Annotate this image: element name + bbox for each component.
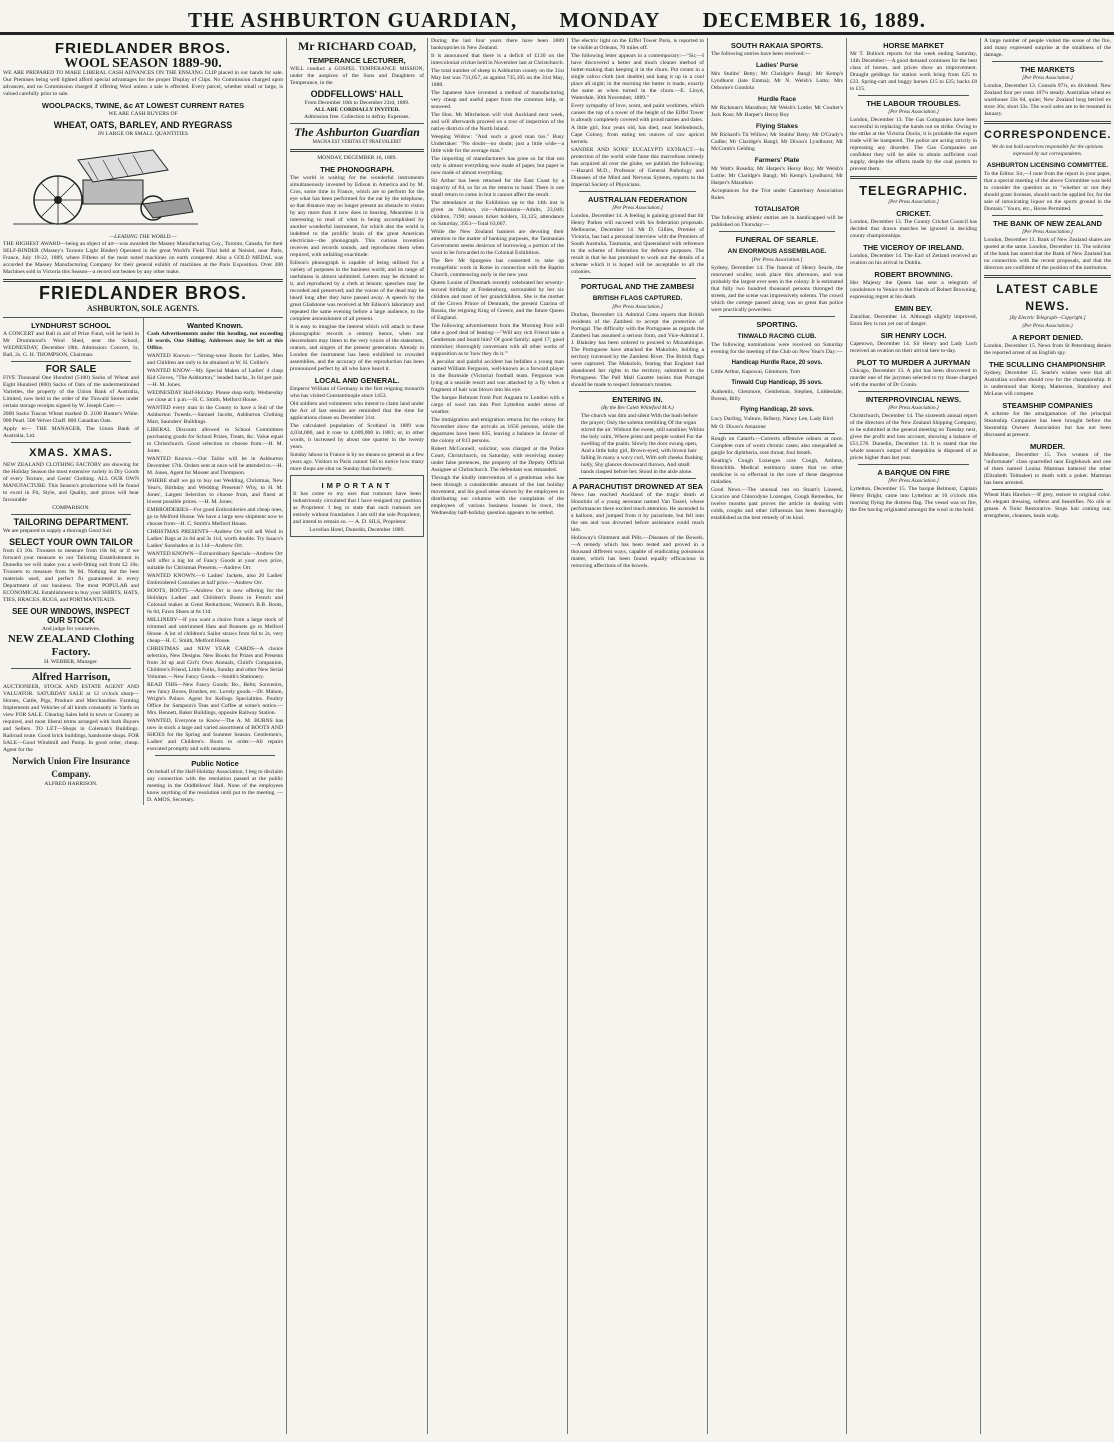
ad-subheading: WOOL SEASON 1889-90. xyxy=(64,56,222,71)
column-3 xyxy=(427,38,567,1434)
classified: WANTED Known.—Our Tailor will be in Ashburton December 17th. Orders sent at once will be attended to.—H. M. Jones, Agent for Mosser and Thompson. xyxy=(147,456,283,476)
credit-line: [Per Press Association.] xyxy=(1022,229,1073,235)
news-item: Capetown, December 14. Sir Henry and Lady Loch received an ovation on their arrival here to-day. xyxy=(850,341,977,354)
section-heading: HORSE MARKET xyxy=(883,41,944,50)
news-item: It is announced that there is a deficit of £130 on the intercolonial cricket held in November last at Christchurch. xyxy=(431,53,564,66)
right-subcolumn xyxy=(143,318,283,805)
news-item: The barque Belmont from Port Augusta to London with a cargo of wool ran into Port Lyttelton under stress of weather. xyxy=(431,395,564,415)
news-heading: THE SCULLING CHAMPIONSHIP. xyxy=(989,360,1106,369)
proprietor-notice xyxy=(290,475,424,537)
news-item: The following nominations were received on Saturday evening for the meeting of the Club on New Year's Day:— xyxy=(711,342,843,355)
credit-line: [Per Press Association.] xyxy=(612,304,663,310)
news-item: Melbourne, December 15. Two women of the "unfortunate" class quarrelled near Englehawk and one of them named Louisa Mattman battered the other (Elizabeth Tolmalee) to death with a poker. Mattman has been arrested. xyxy=(984,452,1111,486)
notice-text: Lovelian Hotel, Dunedin, December 1889. xyxy=(309,527,405,533)
section-heading: THE LABOUR TROUBLES. xyxy=(866,99,961,108)
news-item: Through the kindly intervention of a gentleman who has been through a considerable amount of the last holiday movement, and his good sense shown by the employees in distributing our columns with the complaints of the employees of various business houses in town, the Wednesday half-holiday question appears to be settled. xyxy=(431,475,564,516)
news-item: Lyttelton, December 15. The barque Belmont, Captain Henry Bright, came into Lyttelton at 10 o'clock this morning flying the distress flag. The vessel was on fire, the fire having originated amongst the wool in the hold. xyxy=(850,486,977,513)
notice-heading: Norwich Union Fire Insurance Company. xyxy=(12,756,130,779)
classifieds-split xyxy=(3,318,283,805)
paper-title: The Ashburton Guardian xyxy=(294,125,420,139)
news-item: London, December 13. The Gas Companies have been successful in replacing the hands out on strike. Owing to the strike at the Victoria Docks, it is probable the export trade will be hampered. The police are acting strictly in repressing any disorder. The Gas Companies are confident they will be able to obtain sufficient coal supply, despite the efforts made by the coal porters to prevent them. xyxy=(850,117,977,172)
news-item: Durban, December 14. Admiral Cotta reports that British residents of the Zambesi to accept the protection of Portugal. The difficulty with the Portuguese as regards the Zambesi has assumed a serious form, and Vice-Admiral J. J. Blaksley has been ordered to proceed to Mozambique. The Portuguese have attacked the Makololo, holding a territory traversed by the Zambesi River. The British flags were captured. The Makololo, fearing that England had abandoned her rights to the territory, submitted to the Portuguese. The Pall Mall Gazette insists that Portugal should be made to respect Johnston's treaties. xyxy=(571,312,704,388)
ad-text: THE HIGHEST AWARD—being an object of art—was awarded the Massey Manufacturing Coy., Toronto, Canada, for their SELF-BINDER (Massey's Toronto Light Binder) Operated in the great World's Field Trial held at Noisiel, near Paris, France, July 19-22, 1889, where Fifteen of the most noted machines on earth competed. Also a GOLD MEDAL was accorded the Massey Manufacturing Company for their general exhibit of machines at the Paris Exposition. Over 200 Machines sold in Victoria this Season—a record not beaten by any other make. xyxy=(3,241,283,275)
column-7 xyxy=(980,38,1114,1434)
column-4 xyxy=(567,38,707,1434)
section-heading: A BARQUE ON FIRE xyxy=(877,468,950,477)
classified: WANTED KNOWN.—6 Ladies' Jackets, also 20 Ladies' Embroidered Costumes at half price.—Andrew Orr. xyxy=(147,573,283,586)
paper-motto: MAGNA EST VERITAS ET PRAEVALEBIT xyxy=(312,140,402,145)
news-item: Emperor William of Germany is the first reigning monarch who has visited Constantinople since 1453. xyxy=(290,386,424,399)
reaper-binder-illustration xyxy=(3,140,203,228)
news-item: Zanzibar, December 14. Although slightly improved, Emin Bey is not yet out of danger. xyxy=(850,314,977,327)
news-heading: SIR HENRY LOCH. xyxy=(880,331,947,340)
notice-heading: TAILORING DEPARTMENT. xyxy=(13,517,129,527)
notice-heading: TEMPERANCE LECTURER, xyxy=(308,56,406,65)
race-entries: Mrs Stubbs' Betty; Mr Claridge's Bangl; Mr Kemp's Lyndhurst (late Emma); Mr N. Welsh's Lotto; Mrs Osborne's Gondola xyxy=(711,71,843,91)
notice-text: WILL conduct a GOSPEL TEMPERANCE MISSION, under the auspices of the Sons and Daughters of Temperance, in the xyxy=(290,66,424,86)
section-heading: LOCAL AND GENERAL. xyxy=(314,376,400,385)
notice-text: 2000 Sacks Tuscan Wheat marked D. 2100 Hunter's White. 900 Pearl. 500 Velvet Chaff. 800 Canadian Oats. xyxy=(3,411,139,424)
classified: WANTED Known.—"Strong-wear Boots for Ladies, Men and Children are only to be obtained at W. H. Collier's xyxy=(147,353,283,366)
notice-text: And judge for yourselves. xyxy=(41,626,101,632)
news-heading: A REPORT DENIED. xyxy=(1012,333,1083,342)
news-item: Rough on Catarrh.—Corrects offensive odours at once. Complete cure of worst chronic cases; also unequalled as gargle for diphtheria, sore throat, foul breath. xyxy=(711,436,843,456)
ad-heading: WOOLPACKS, TWINE, &c AT LOWEST CURRENT RATES xyxy=(41,101,245,110)
news-heading: MURDER. xyxy=(1030,442,1065,451)
credit-line: [Per Press Association.] xyxy=(612,205,663,211)
notice-heading: LYNDHURST SCHOOL xyxy=(31,321,111,330)
notice-text: It has come to my ears that rumours have been industriously circulated that I have resigned my position as Proprietor. I beg to state that such rumours are entirely without foundation. I am still the sole Proprietor, and intend to remain so. — A. D. SILS, Proprietor. xyxy=(293,491,421,525)
news-item: The calculated population of Scotland in 1889 was 4,034,000, and it rose to 4,009,000 in 1881; or, in other words, it increased by about one quarter in the twenty years. xyxy=(290,423,424,450)
section-subheading: BRITISH FLAGS CAPTURED. xyxy=(592,295,683,302)
credit-line: [Per Press Association.] xyxy=(888,405,939,411)
notice-text: ALFRED HARRISON. xyxy=(44,781,98,787)
notice-text: Cash Advertisements under this heading, not exceeding 16 words, One Shilling. Addresses may be left at this Office. xyxy=(147,331,283,351)
news-item: Holloway's Ointment and Pills.—Diseases of the Bowels.—A remedy which has been tested and proved in a thousand different ways, capable of eradicating poisonous matter, which has been found equally efficacious in removing affections of the bowels. xyxy=(571,535,704,569)
credit-line: [Per Press Association.] xyxy=(1022,75,1073,81)
race-heading: Farmers' Plate xyxy=(754,157,800,164)
classified: CHRISTMAS PRESENTS—Andrew Orr will sell Wool in Ladies' Bags at 2s 6d and 3s 11d, worth double. Try Isaacs's Ladies' Sunshades at 1s 11d—Andrew Orr. xyxy=(147,529,283,549)
credit-line: [Per Press Association.] xyxy=(751,257,803,263)
notice-heading: Alfred Harrison, xyxy=(31,671,111,683)
news-item: The electric light on the Eiffel Tower Paris, is reported to be visible at Orleans, 70 miles off. xyxy=(571,38,704,51)
news-item: Old soldiers and volunteers who intend to claim land under the Act of last session are reminded that the time for applications closes on December 31st. xyxy=(290,401,424,421)
notice-text: Apply to— THE MANAGER, The Union Bank of Australia, Ltd. xyxy=(3,426,139,439)
news-heading: THE VICEROY OF IRELAND. xyxy=(863,243,964,252)
editorial-heading: THE PHONOGRAPH. xyxy=(320,165,394,174)
notice-text: A CONCERT and Ball in aid of Prize Fund, will be held in Mr Drummond's Wool Shed, near the School, WEDNESDAY, December 18th. Admission: Concert, 1s; Ball, 2s. G. H. THOMPSON, Chairman. xyxy=(3,331,139,358)
illustration-caption: —LEADING THE WORLD.— xyxy=(109,234,177,240)
section-heading: FUNERAL OF SEARLE. xyxy=(735,235,819,244)
race-heading: Handicap Hurdle Race, 20 sovs. xyxy=(731,360,823,366)
race-heading: Flying Stakes xyxy=(756,123,798,130)
news-item: Mr T. Bullock reports for the week ending Saturday, 14th December:—A good demand continues for the best class of horses, and prices show an improvement. Draught geldings for station work bring from £25 to £33. Spring-cart and buggy horses £15 to £25; hacks £8 to £15. xyxy=(850,51,977,92)
notice-text: From December 18th to December 23rd, 1889. xyxy=(304,100,410,106)
notice-heading: FOR SALE xyxy=(45,364,97,375)
race-entries: Lucy Darling, Vulture, Bribery, Nancy Lee, Lady Bird xyxy=(711,416,833,422)
column-6 xyxy=(846,38,980,1434)
news-item: The Japanese have invented a method of manufacturing very cheap and useful paper from the common kelp, or seaweed. xyxy=(431,90,564,110)
news-item: Chicago, December 13. A plot has been discovered to murder one of the jurymen selected to try those charged with the murder of Dr Cronin. xyxy=(850,368,977,388)
section-subheading: AN ENORMOUS ASSEMBLAGE. xyxy=(727,248,827,255)
news-item: A large number of people visited the scene of the fire, and many expressed surprise at the smallness of the damage. xyxy=(984,38,1111,58)
coad-notice xyxy=(290,38,424,124)
section-heading: INTERPROVINCIAL NEWS. xyxy=(865,395,962,404)
classified: BOOTS, BOOTS.—Andrew Orr is now offering for the Holidays Ladies' and Children's Boots in French and Colonial makes at Great Reductions; Women's B.B. Boots, 6s 6d, Fawn Shoes at 6s 11d. xyxy=(147,588,283,615)
credit-line: (Per Press Association.) xyxy=(1022,323,1073,329)
news-heading: ROBERT BROWNING. xyxy=(874,270,953,279)
notice-text: FIVE Thousand One Hundred (5100) Sacks of Wheat and Eight Hundred (800) Sacks of Oats of the undermentioned Varieties, the property of the Union Bank of Australia, Limited, now held to the order of the Tinwald Stores under certain storage receipts signed by W. Joseph Cure:— xyxy=(3,375,139,409)
classified: WHERE shall we go to buy our Wedding, Christmas, New Year's, Birthday and Wedding Presents? Why, to H. M. Jones', Largest Selection to choose from, and finest at lowest possible prices. —H. M. Jones. xyxy=(147,478,283,505)
news-item: The Hon. Mr Mitchelson will visit Auckland next week, and will afterwards proceed on a tour of inspection of the native districts of the North Island. xyxy=(431,112,564,132)
editorial-text: Edison's phonograph is capable of being utilised for a variety of purposes in the business world, and its range of usefulness is almost unlimited. Letters may be dictated to it, and reproduced by a clerk at leisure; speeches may be recorded and preserved; and the voices of the dead may be heard long after they have passed away. A speech by the great Gladstone was received at Mr Edison's laboratory and repeated the same evening before a large audience, to the complete astonishment of all present. xyxy=(290,260,424,322)
race-entries: Mr Rickman's Marathon; Mr Welsh's Lottie; Mr Coulter's Jack Ross; Mr Harper's Heroy Boy xyxy=(711,105,843,118)
news-item: The following entries have been received:— xyxy=(711,51,811,57)
news-item: London, December 15. News from St Petersburg denies the reported arrest of an English spy. xyxy=(984,343,1111,356)
news-heading: PLOT TO MURDER A JURYMAN xyxy=(856,358,971,367)
news-item: London, December 13. The County Cricket Council has decided that drawn matches be ignored in deciding county championships. xyxy=(850,219,977,239)
credit-line: [Per Press Association.] xyxy=(888,109,939,115)
news-item: The following athletic entries are in handicapped will be published on Thursday:— xyxy=(711,215,843,228)
section-heading: ENTERING IN. xyxy=(612,395,663,404)
credit-line: We do not hold ourselves responsible for the opinions expressed by our correspondents. xyxy=(991,144,1104,157)
race-entries: Mr O. Dixon's Amazone xyxy=(711,424,766,430)
race-entries: Little Arthur, Kapowai, Glenmore, Tom xyxy=(711,369,800,375)
poem-text: The church was dim and silent With the hush before the prayer; Only the solemn trembling Of the organ stirred the air. Without the sweet, still sunshine; Within the holy calm, Where priest and people waited For the swelling of the psalm. Slowly the door swung open, And a little baby girl, Brown-eyed, with brown hair falling In many a wavy curl, With soft cheeks flushing hotly, Shy glances downward thrown, And small hands clasped before her, Stood in the aisle alone. xyxy=(581,413,705,475)
news-item: A little girl, four years old, has died, near Stellenbosch, Cape Colony, from eating ten ounces of raw apricot kernels. xyxy=(571,125,704,145)
notice-heading: IMPORTANT xyxy=(321,481,393,490)
section-heading: THE BANK OF NEW ZEALAND xyxy=(993,219,1102,228)
section-heading: CORRESPONDENCE. xyxy=(984,129,1112,141)
ad-heading: FRIEDLANDER BROS. xyxy=(38,283,247,303)
news-item: Sir Arthur has been returned for the East Coast by a majority of 84, so far as the returns to hand. There is one small return to come in but it cannot affect the result. xyxy=(431,178,564,198)
notice-heading: ODDFELLOWS' HALL xyxy=(310,89,404,99)
race-heading: Ladies' Purse xyxy=(755,62,798,69)
news-item: The following advertisement from the Morning Post will take a good deal of beating:—"Will any rich Friend take a Gentleman and board him? Of good family; aged 17; good mimicker; thoroughly conversant with all other works of supposition as to 'how they do it.'" xyxy=(431,323,564,357)
section-heading: SOUTH RAKAIA SPORTS. xyxy=(730,41,824,50)
news-item: Good News.—The unusual run on Stuart's Linseed, Licorice and Chlorodyne Lozenges, Cough Remedies, for twelve months past proves the article in dealing with colds, coughs and other influenzas has been thoroughly established as the best remedy of its kind. xyxy=(711,487,843,521)
news-item: London, December 14. The Earl of Zetland received an ovation on his arrival in Dublin. xyxy=(850,253,977,266)
news-item: Every sympathy of love, scent, and paint workmen, which causes the top of a tower of the height of the Eiffel Tower is already completely covered with proud names and dates. xyxy=(571,103,704,123)
section-heading: PORTUGAL AND THE ZAMBESI xyxy=(581,282,694,291)
race-heading: Hurdle Race xyxy=(758,96,796,103)
news-item: The attendance at the Exhibition up to the 14th inst is given as follows, viz—Admissions—Adults, 23,046; children, 7190; season ticket holders, 33,125; attendance on Saturday, 3951—Total 63,067. xyxy=(431,200,564,227)
notice-text: Admission free. Collection to defray Expenses. xyxy=(304,114,410,120)
section-subheading: ASHBURTON LICENSING COMMITTEE. xyxy=(986,162,1109,169)
news-heading: EMIN BEY. xyxy=(894,304,933,313)
column-1 xyxy=(0,38,286,1434)
notice-text: NEW ZEALAND CLOTHING FACTORY are showing for the Holiday Season the most extensive variety in Dry Goods of every Texture, and Gents' Clothing. ALL OUR OWN MANUFACTURE. This Season's productions will be found to excel in Fit, Style, and Quality, and prices will bear favourable xyxy=(3,462,139,503)
notice-heading: XMAS. XMAS. xyxy=(29,447,113,459)
news-item: Keating's Cough Lozenges cure Cough, Asthma, Bronchitis. Medical testimony states that no other medicine is so effectual in the cure of these dangerous maladies. xyxy=(711,458,843,485)
ad-heading: FRIEDLANDER BROS. xyxy=(54,40,232,57)
classified: READ THIS—New Fancy Goods; Bo., Belts; Souvenirs, new fancy Boxes, Brushes, etc. Lovely goods.—Dr. Mahon, Wright's Palace. Agent for Kellogs Specialities. Poultry Office for Sampson's Teas and Coffee at some's notice.—Mrs. Bennett, Baker Buildings, opposite Railway Station. xyxy=(147,682,283,716)
news-item: Robert McConnell, solicitor, was charged at the Police Court, Christchurch, on Saturday, with receiving money under false pretences, the property of the Deputy Official Assignee at Christchurch. The defendant was remanded. xyxy=(431,446,564,473)
section-subheading: TINWALD RACING CLUB. xyxy=(737,333,817,340)
classified: MILLINERY—If you want a choice from a large stock of trimmed and untrimmed Hats and Bonnets go to Melford House. A lot of children's Sailor straws from 6d to 2s, very cheap—H. C. Smith, Melford House. xyxy=(147,617,283,644)
race-entries: Mr Watt's Rosella; Mr Harper's Heroy Boy; Mr Welsh's Lottie; Mr Claridge's Bangl; Mr Kemp's Lyndhurst; Mr Harper's Marathon xyxy=(711,166,843,186)
news-item: During the last four years there have been 3889 bankruptcies in New Zealand. xyxy=(431,38,564,51)
news-item: Weeping Widow: "And such a good man too." Busy Undertaker: "No doubt—no doubt; just a little wide—a little wide for the average man." xyxy=(431,134,564,154)
notice-text: from £3 10s. Trousers to measure from 18s 6d; or if we forward your measure to our Tailoring Establishment in Dunedin we will make you a well-fitting suit from £2 10s; Trousers to measure from 9s 6d. Nothing but the best materials used, and perfect fit guaranteed in every Department of our business. The most POPULAR and ECONOMICAL Establishment to buy your SHIRTS, HATS, TIES, BRACES, RUGS, and PORTMANTEAUS. xyxy=(3,548,139,603)
letter-text: To the Editor. Sir,—I note from the report in your paper, that a special meeting of the above Committee was held to consider the question as to "whether or not they should grant licenses, should such be applied for, for the sale of intoxicating liquor on the sports ground in the Domain." Yours, etc., Horse Permitted. xyxy=(984,171,1111,212)
section-heading: SPORTING. xyxy=(756,320,798,329)
notice-text: H. WEBBER, Manager. xyxy=(44,659,98,665)
ad-text: IN LARGE OR SMALL QUANTITIES xyxy=(98,131,188,137)
news-item: A peculiar and painful accident has befallen a young man named William Ferguson, well-known as a forward player in the Burnside (Victoria) football team. Ferguson was lying at a seaside resort and was attacked by a fly when a fragment of hair was blown into his eye. xyxy=(431,359,564,393)
classified: EMBROIDERIES—For good Embroideries and cheap ones, go to Melford House. We have a large new shipment now to choose from—H. C. Smith's Melford House. xyxy=(147,507,283,527)
ad-heading: WHEAT, OATS, BARLEY, AND RYEGRASS xyxy=(53,120,233,130)
ad-text: WE ARE PREPARED TO MAKE LIBERAL CASH ADVANCES ON THE ENSUING CLIP placed in our hands for sale. Our Premises being well lighted afford special advantages for the proper Display of Clips. No Commission charged upon advances, and no Commission charged if offering Wool unless a sale is effected. Every parcel, whether small or large, is valued carefully prior to sale. xyxy=(3,70,283,97)
section-heading: THE MARKETS xyxy=(1020,65,1075,74)
section-heading: TELEGRAPHIC. xyxy=(859,183,968,198)
notice-text: COMPARISON. xyxy=(52,505,90,511)
race-heading: Tinwald Cup Handicap, 35 sovs. xyxy=(731,380,823,386)
masthead-title: THE ASHBURTON GUARDIAN, xyxy=(187,8,518,32)
classified: WEDNESDAY Half-Holiday. Please shop early. Wednesday we close at 1 p.m.—H. C. Smith, Melford House. xyxy=(147,390,283,403)
notice-heading: SEE OUR WINDOWS, INSPECT OUR STOCK xyxy=(12,607,130,625)
race-entries: Authentic, Glenmore, Gentleman, Stephen, Liddesdale, Boreas, Billy xyxy=(711,389,843,402)
news-heading: STEAMSHIP COMPANIES xyxy=(1002,401,1093,410)
news-item: London, December 13. Bank of New Zealand shares are quoted at the same. London, December 14. The solicitor of the bank has stated that the Bank of New Zealand has no connection with the recent proposals, and that the directors are confident of the position of the institution. xyxy=(984,237,1111,271)
news-item: SANDER AND SONS' EUCALYPTI EXTRACT.—In protection of the world wide fame this marvellous remedy has acquired all over the globe, we publish the following:—Hazard M.D., Professor of General Pathology and Diseases of the Mind and Nervous System, reports to the Imperial Society of Physicians. xyxy=(571,147,704,188)
race-entries: Mr Richard's Tit Willow; Mr Stubbs' Betty; Mr O'Grady's Cudbe; Mr Claridge's Bangl; Mr Dixon's Lyndhurst; Mr McComb's Gelding xyxy=(711,132,843,152)
news-item: While the New Zealand banners are devoting their attention to the matter of banking purposes, the Tasmanian Government seems desirous of borrowing a portion of the wool to be forwarded to the Colonial Exhibition. xyxy=(431,229,564,256)
masthead-rule xyxy=(0,32,1114,35)
notice-text: ALL ARE CORDIALLY INVITED. xyxy=(314,107,400,113)
friedlander-ad xyxy=(3,38,283,318)
news-item: London, December 14. A feeling is gaining ground that Sir Henry Parkes will succeed with his federation proposals. Melbourne, December 14. Mr D. Gillies, Premier of Victoria, has had a personal interview with the Premiers of South Australia, Tasmania, and Queensland with reference to the scheme of federation for defence purposes. The result is that he has promised to work out the details of a scheme which it is hoped will be acceptable to all the colonies. xyxy=(571,213,704,275)
column-5 xyxy=(707,38,846,1434)
notice-heading: Mr RICHARD COAD, xyxy=(297,39,417,53)
news-item: The importing of manufacturers has gone so far that not only is almost everything now made of paper, but paper is now made of almost everything. xyxy=(431,156,564,176)
credit-line: (By the Rev Caleb Whiteford M.A.) xyxy=(601,405,674,411)
classified: WANTED KNOW—My Special Makes of Ladies' 4 clasp Kid Gloves, "The Ashburton," beaded backs, 3s 6d per pair.—H. M. Jones. xyxy=(147,368,283,388)
news-item: Her Majesty the Queen has sent a telegram of condolence to Venice to the friends of Robert Browning, expressing regret at his death. xyxy=(850,280,977,300)
news-item: Sydney, December 15. Searle's wishes were that all Australian scullers should row for the championship. It is understood that Kemp, Matterson, Stansbury and McLean will compete. xyxy=(984,370,1111,397)
race-heading: Flying Handicap, 20 sovs. xyxy=(740,407,814,413)
editorial-text: It is easy to imagine the interest which will attach to these phonographic records a century hence, when our descendants may listen to the very voices of the statesmen, orators, and singers of the present generation. Already in London the instrument has been exhibited to crowded assemblies, and the accuracy of the reproduction has been pronounced perfect by all who have heard it. xyxy=(290,324,424,372)
news-item: Sydney, December 14. The funeral of Henry Searle, the renowned sculler, took place this afternoon, and was probably the largest ever seen in the colony. It is estimated that fully two hundred thousand persons thronged the streets, and the scene was impressively solemn. The crowd which the cortege passed along was so great that police were practically powerless. xyxy=(711,265,843,313)
masthead xyxy=(0,8,1114,30)
masthead-date: DECEMBER 16, 1889. xyxy=(702,8,927,32)
notice-text: We are prepared to supply a thorough Good Suit xyxy=(3,528,112,534)
editorial-text: The world is waiting for the wonderful instruments simultaneously invented by Edison in America and by M. Cros, some time in France, which are to perform for the eye what has been performed for the ear by the telephone, so that distance may no longer present an obstacle to vision by any more than it now does to hearing. Meantime it is interesting to read of what is being accomplished by another wonderful instrument, for which also the world is indebted to the prolific brain of the great American electrician—the phonograph. This curious invention receives and records sounds, and reproduces them when required, with unfailing exactitude. xyxy=(290,175,424,258)
news-item: The immigration and emigration returns for the colony for November show the arrivals as 1656 persons, while the departures have been 835, leaving a balance in favour of the colony of 813 persons. xyxy=(431,417,564,444)
news-item: The following letter appears in a contemporary:—"Sir,—I have discovered a better and much cleaner method of butter-making than keeping it in the churn. Put cream in a single calico cloth (not double) and hang it up in a cool place all night; in the morning the butter is made, exactly the same as when turned in the churn.—E. Lloyd, Waterdale, 30th November, 1889." xyxy=(571,53,704,101)
classified: LIBERAL Discount allowed to School Committees purchasing goods for School Prizes, Treats, &c. Value equal to Christchurch. Good selection to choose from.—H. M. Jones. xyxy=(147,427,283,454)
classified: WANTED, Everyone to Know—The A. M. BURNS has now in stock a large and varied assortment of BOOTS AND SHOES for the Spring and Summer Season. Gentlemen's, Ladies' and Children's. Boots to order.—All repairs executed promptly and with neatness. xyxy=(147,718,283,752)
news-item: The total number of sheep in Ashburton county on the 31st May last was 731,057, as against 735,105 on the 31st May, 1888. xyxy=(431,68,564,88)
notice-heading: SELECT YOUR OWN TAILOR xyxy=(9,537,133,547)
left-subcolumn xyxy=(3,318,139,805)
section-heading: LATEST CABLE NEWS. xyxy=(996,282,1099,313)
credit-line: [Per Press Association.] xyxy=(888,199,939,205)
column-2 xyxy=(286,38,427,1434)
ad-subheading: ASHBURTON, SOLE AGENTS. xyxy=(86,304,200,313)
notice-text: AUCTIONEER, STOCK AND ESTATE AGENT AND VALUATOR. SATURDAY SALE at 12 o'clock sharp—Horses, Cattle, Pigs, Produce and Merchandise. Farming Implements and Vehicles of all kinds constantly in Yards on view FOR SALE. Clearing Sales held in town or Country as required, and most liberal terms arranged with both Buyers and Sellers. TO LET—Shops in Coleman's Buildings. Railroad route. Good brick buildings, handsome shops. FOR SALE—Good Windmill and Pump. In good order, cheap. Agent for the xyxy=(3,684,139,753)
news-item: Queen Louise of Denmark recently celebrated her seventy-second birthday at Fredensborg, surrounded by her six children and most of her grandchildren. She is the mother of the Crown Prince of Denmark, the present Czarina of Russia, the reigning King of Greece, and the future Queen of England. xyxy=(431,280,564,321)
news-item: Christchurch, December 14. The sixteenth annual report of the directors of the New Zealand Shipping Company, to be submitted at the general meeting on Tuesday next, gives the profit and loss account, showing a balance of £51,578. Dunedin, December 14. It is stated that the whole season's output of sheepskins is disposed of at prices higher than last year. xyxy=(850,413,977,461)
section-heading: AUSTRALIAN FEDERATION xyxy=(587,195,688,204)
news-item: Acceptances for the Trot under Canterbury Association Rules. xyxy=(711,188,843,201)
notice-text: On behalf of the Half-Holiday Association, I beg to disclaim any connection with the resolution passed at the public meeting in the Oddfellows' Hall. None of the employees know anything of the resolution until put to the meeting. — D. AMOS, Secretary. xyxy=(147,769,283,803)
editorial-date: MONDAY, DECEMBER 16, 1889. xyxy=(317,155,397,161)
credit-line: [By Electric Telegraph—Copyright.] xyxy=(1009,315,1086,321)
news-item: The Rev Mr Spurgeon has consented to take up evangelistic work in Rome in connection with the Baptist Church, commencing early in the new year. xyxy=(431,258,564,278)
ad-text: WE ARE CASH BUYERS OF xyxy=(108,111,178,117)
news-item: A scheme for the amalgamation of the principal Steamship Companies has been brought before the Steamship Owners Association but has not been discussed at present. xyxy=(984,411,1111,438)
masthead-day: MONDAY xyxy=(559,8,661,32)
news-item: Sunday labour in France is by no means so general as a few years ago. Visitors to Paris cannot fail to notice how many more shops are shut on Sunday than formerly. xyxy=(290,452,424,472)
news-item: Wheat Hats Hawker.—If grey, restore to original color. An elegant dressing, softens and beautifies. No oils or grease. A Tonic Restorative. Stops hair coming out; strengthens, cleanses, heals scalp. xyxy=(984,492,1111,519)
notice-heading: NEW ZEALAND Clothing Factory. xyxy=(7,633,135,658)
section-heading: A PARACHUTIST DROWNED AT SEA xyxy=(572,482,703,491)
race-heading: TOTALISATOR xyxy=(754,206,800,213)
news-item: London, December 13. Consols 97¼, ex dividend. New Zealand four per cents 107¼ steady. Australian wheat ex warehouse 33s 6d, quiet; New Zealand long berried ex store 36s; short 33s. The wool sales are to be resumed in January. xyxy=(984,83,1111,117)
classified: WANTED every man in the County to have a Suit of the Ashburton Tweeds.—Samuel Jacobs, Ashburton Clothing Mart, Saunders' Buildings. xyxy=(147,405,283,425)
credit-line: [Per Press Association.] xyxy=(888,478,939,484)
news-item: News has reached Auckland of the tragic death at Honolulu of a young aeronaut named Van Tassel, whose performances there excited much attention. He ascended in a balloon, and jumped from it by parachute, but fell into the sea and was drowned before assistance could reach him. xyxy=(571,492,704,533)
classified: CHRISTMAS and NEW YEAR CARDS—A choice selection, New Designs. New Books for Prizes and Presents from 3d up and Girl's Own Annuals, Child's Companion, Children's Friend, Little Folks, Sunday and other New Serial Volumes.—New Fancy Goods.—Smith's Stationery. xyxy=(147,646,283,680)
notice-heading: Wanted Known. xyxy=(187,321,243,330)
notice-heading: Public Notice xyxy=(191,759,239,768)
news-heading: CRICKET. xyxy=(896,209,931,218)
classified: WANTED KNOWN—Extraordinary Specials—Andrew Orr will offer a big lot of Fancy Goods at your own price, suitable for Christmas Presents.—Andrew Orr. xyxy=(147,551,283,571)
